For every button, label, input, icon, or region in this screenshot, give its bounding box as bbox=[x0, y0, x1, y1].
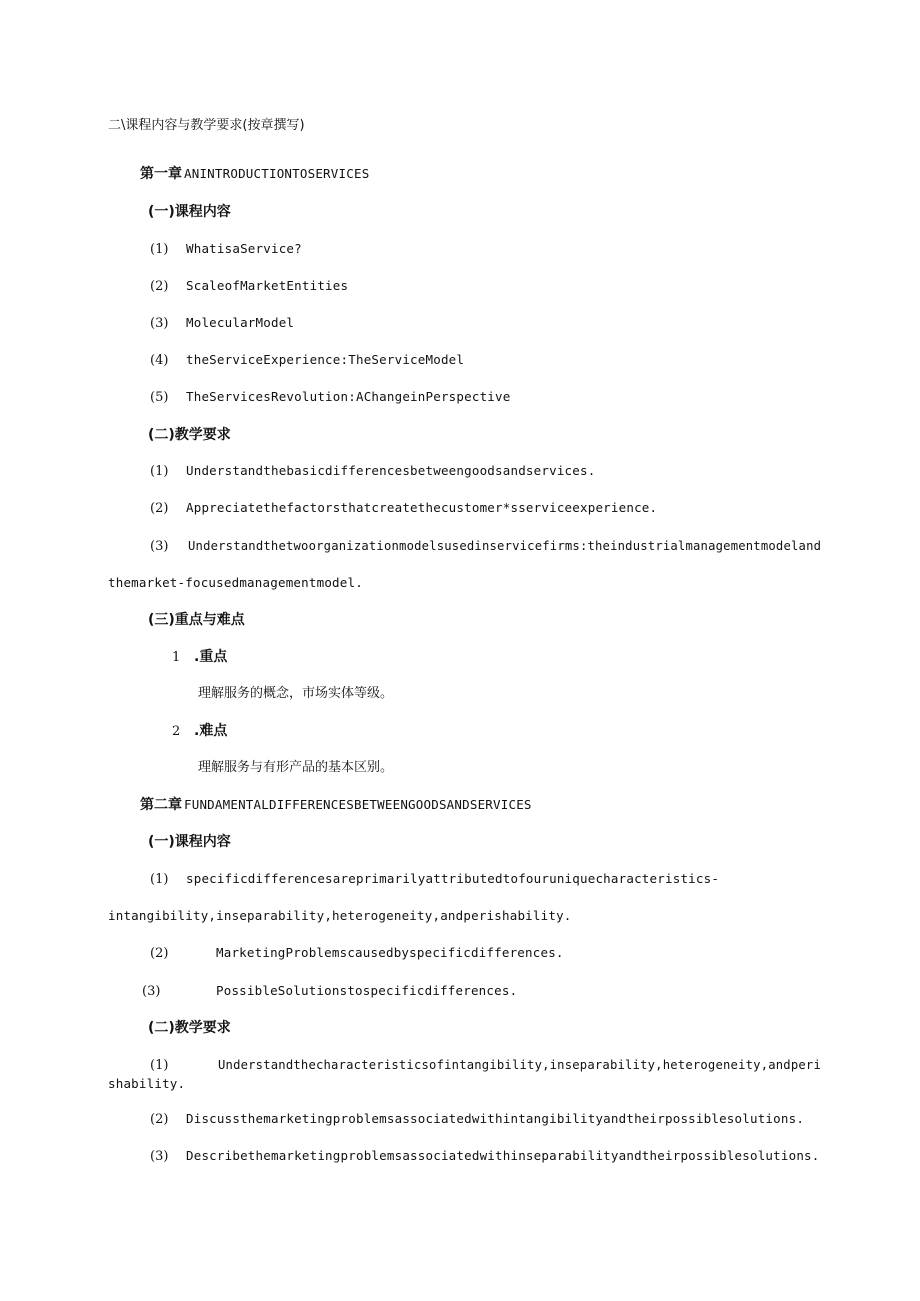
item-text: Appreciatethefactorsthatcreatethecustomer*sserviceexperience. bbox=[186, 500, 658, 515]
list-item bbox=[142, 982, 517, 1001]
key-number: 2 bbox=[172, 724, 181, 739]
chapter2-label: 第二章 bbox=[140, 797, 182, 813]
key-number: 1 bbox=[172, 650, 181, 665]
list-item bbox=[150, 1147, 820, 1166]
chapter2-heading bbox=[140, 796, 532, 814]
item-text: Describethemarketingproblemsassociatedwithinseparabilityandtheirpossiblesolutions. bbox=[186, 1148, 820, 1163]
item-number: (3) bbox=[150, 1149, 169, 1164]
item-number: (1) bbox=[150, 464, 169, 479]
list-item bbox=[150, 240, 302, 259]
item-text: specificdifferencesareprimarilyattributedtofouruniquecharacteristics- bbox=[186, 871, 720, 886]
chapter1-content-heading: (一)课程内容 bbox=[148, 204, 231, 220]
item-text: Understandthecharacteristicsofintangibility,inseparability,heterogeneity,andperi bbox=[218, 1058, 821, 1072]
item-number: (2) bbox=[150, 279, 169, 294]
chapter1-requirements-heading: (二)教学要求 bbox=[148, 427, 231, 443]
chapter1-title: ANINTRODUCTIONTOSERVICES bbox=[184, 166, 370, 181]
item-text: TheServicesRevolution:AChangeinPerspective bbox=[186, 389, 511, 404]
section-title: 二\课程内容与教学要求(按章撰写) bbox=[108, 118, 305, 133]
key-label: .难点 bbox=[194, 723, 228, 739]
list-item bbox=[150, 1056, 821, 1075]
item-text: MolecularModel bbox=[186, 315, 295, 330]
item-text: theServiceExperience:TheServiceModel bbox=[186, 352, 465, 367]
list-item bbox=[150, 388, 510, 407]
chapter1-keypoints-heading: (三)重点与难点 bbox=[148, 612, 245, 628]
item-number: (2) bbox=[150, 501, 169, 516]
item-text: MarketingProblemscausedbyspecificdifferences. bbox=[216, 945, 564, 960]
list-item bbox=[150, 944, 564, 963]
key-point-2 bbox=[172, 722, 227, 741]
list-item bbox=[150, 870, 719, 889]
key-label: .重点 bbox=[194, 649, 228, 665]
key-point-2-text: 理解服务与有形产品的基本区别。 bbox=[198, 760, 394, 775]
list-item bbox=[150, 499, 657, 518]
key-point-1-text: 理解服务的概念，市场实体等级。 bbox=[198, 686, 394, 701]
item-number: (1) bbox=[150, 1058, 169, 1073]
item-number: (1) bbox=[150, 242, 169, 257]
item-continuation: shability. bbox=[108, 1076, 186, 1091]
item-number: (3) bbox=[150, 316, 169, 331]
item-number: (2) bbox=[150, 946, 169, 961]
list-item bbox=[150, 537, 821, 556]
item-number: (1) bbox=[150, 872, 169, 887]
key-point-1 bbox=[172, 648, 227, 667]
list-item bbox=[150, 314, 294, 333]
item-text: ScaleofMarketEntities bbox=[186, 278, 349, 293]
list-item bbox=[150, 351, 464, 370]
item-number: (5) bbox=[150, 390, 169, 405]
item-text: PossibleSolutionstospecificdifferences. bbox=[216, 983, 518, 998]
item-text: Discussthemarketingproblemsassociatedwithintangibilityandtheirpossiblesolutions. bbox=[186, 1111, 805, 1126]
item-number: (3) bbox=[142, 984, 161, 999]
chapter1-heading bbox=[140, 165, 369, 183]
chapter2-content-heading: (一)课程内容 bbox=[148, 834, 231, 850]
item-text: Understandthebasicdifferencesbetweengoodsandservices. bbox=[186, 463, 596, 478]
chapter1-label: 第一章 bbox=[140, 166, 182, 182]
chapter2-requirements-heading: (二)教学要求 bbox=[148, 1020, 231, 1036]
list-item bbox=[150, 462, 595, 481]
item-continuation: intangibility,inseparability,heterogeneity,andperishability. bbox=[108, 908, 572, 923]
item-number: (4) bbox=[150, 353, 169, 368]
item-text: Understandthetwoorganizationmodelsusedinservicefirms:theindustrialmanagementmodeland bbox=[188, 539, 822, 553]
item-number: (3) bbox=[150, 539, 169, 554]
chapter2-title: FUNDAMENTALDIFFERENCESBETWEENGOODSANDSERVICES bbox=[184, 797, 532, 812]
list-item bbox=[150, 277, 348, 296]
item-text: WhatisaService? bbox=[186, 241, 302, 256]
list-item bbox=[150, 1110, 804, 1129]
item-continuation: themarket-focusedmanagementmodel. bbox=[108, 575, 363, 590]
item-number: (2) bbox=[150, 1112, 169, 1127]
